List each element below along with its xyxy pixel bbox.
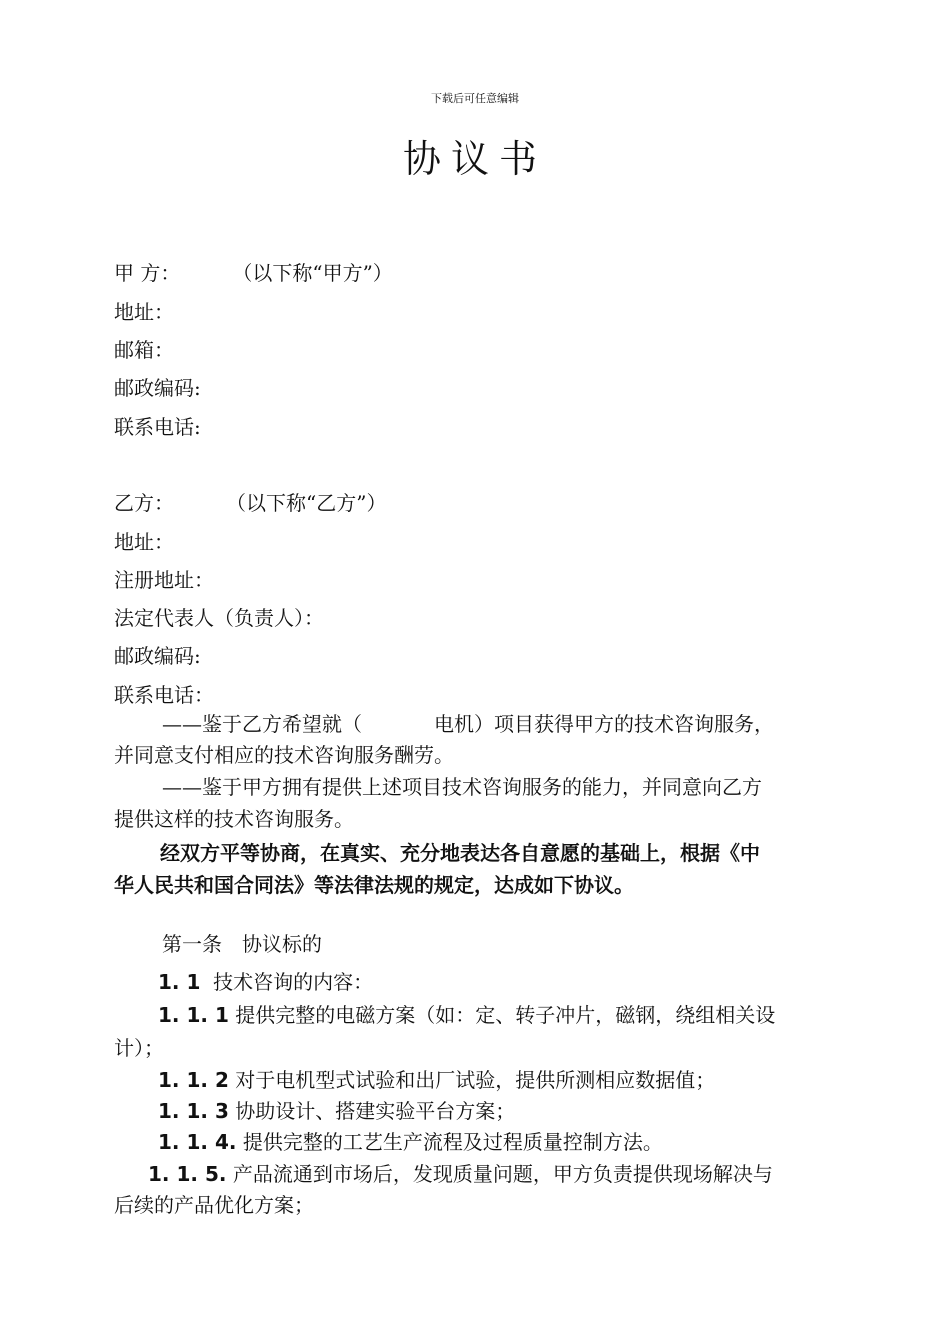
clause-1-1-number: 1. 1: [158, 970, 201, 994]
clause-1-1-4-text: 提供完整的工艺生产流程及过程质量控制方法。: [242, 1130, 663, 1154]
clause-1-1-5-number: 1. 1. 5.: [148, 1162, 227, 1186]
clause-1-1-2-text: 对于电机型式试验和出厂试验，提供所测相应数据值；: [235, 1068, 716, 1092]
party-a-postcode: 邮政编码:: [114, 376, 201, 400]
recital-1-line-1: [162, 709, 774, 739]
agreement-line-1: 经双方平等协商，在真实、充分地表达各自意愿的基础上，根据《中: [160, 841, 760, 865]
party-b-alias: （以下称“乙方”）: [226, 491, 387, 515]
clause-1-1-1-line-2: 计）；: [114, 1036, 164, 1060]
header-note: 下载后可任意编辑: [431, 92, 519, 105]
clause-1-1-5-text: 产品流通到市场后，发现质量问题，甲方负责提供现场解决与: [232, 1162, 773, 1186]
clause-1-1-3: [158, 1096, 515, 1126]
party-a-email: 邮箱：: [114, 338, 174, 362]
clause-1-1-3-text: 协助设计、搭建实验平台方案；: [235, 1099, 516, 1123]
clause-1-1-text: 技术咨询的内容：: [213, 970, 374, 994]
clause-1-1-1-line-1: [158, 1000, 775, 1030]
clause-1-1-2-number: 1. 1. 2: [158, 1068, 229, 1092]
party-b-phone: 联系电话：: [114, 683, 214, 707]
clause-1-1-4-number: 1. 1. 4.: [158, 1130, 237, 1154]
party-a-alias: （以下称“甲方”）: [232, 261, 393, 285]
document-title: 协议书: [402, 137, 547, 181]
clause-1-1-3-number: 1. 1. 3: [158, 1099, 229, 1123]
party-a-phone: 联系电话:: [114, 415, 201, 439]
recital-2-line-2: 提供这样的技术咨询服务。: [114, 807, 354, 831]
party-a-address: 地址：: [114, 300, 174, 324]
clause-1-1-1-number: 1. 1. 1: [158, 1003, 229, 1027]
party-b-line: [114, 488, 386, 518]
party-b-reg-address: 注册地址：: [114, 568, 214, 592]
recital-2-line-1: ——鉴于甲方拥有提供上述项目技术咨询服务的能力，并同意向乙方: [162, 775, 762, 799]
agreement-line-2: 华人民共和国合同法》等法律法规的规定，达成如下协议。: [114, 873, 634, 897]
party-b-label: 乙方：: [114, 491, 174, 515]
recital-1-line-2: 并同意支付相应的技术咨询服务酬劳。: [114, 743, 454, 767]
article-1-heading: [162, 929, 322, 959]
recital-1-part-a: ——鉴于乙方希望就（: [162, 712, 362, 736]
clause-1-1-5-line-2: 后续的产品优化方案；: [114, 1193, 314, 1217]
article-1-number: 第一条: [162, 932, 222, 956]
party-b-legal-rep: 法定代表人（负责人）：: [114, 606, 324, 630]
party-a-label: 甲 方：: [114, 261, 181, 285]
clause-1-1-1-text: 提供完整的电磁方案（如：定、转子冲片，磁钢，绕组相关设: [235, 1003, 776, 1027]
clause-1-1-5-line-1: [148, 1159, 773, 1189]
party-a-line: [114, 258, 393, 288]
article-1-title: 协议标的: [242, 932, 322, 956]
clause-1-1-2: [158, 1065, 715, 1095]
clause-1-1: [158, 967, 373, 997]
party-b-address: 地址：: [114, 530, 174, 554]
party-b-postcode: 邮政编码:: [114, 644, 201, 668]
clause-1-1-4: [158, 1127, 663, 1157]
recital-1-part-b: 电机）项目获得甲方的技术咨询服务，: [434, 712, 774, 736]
